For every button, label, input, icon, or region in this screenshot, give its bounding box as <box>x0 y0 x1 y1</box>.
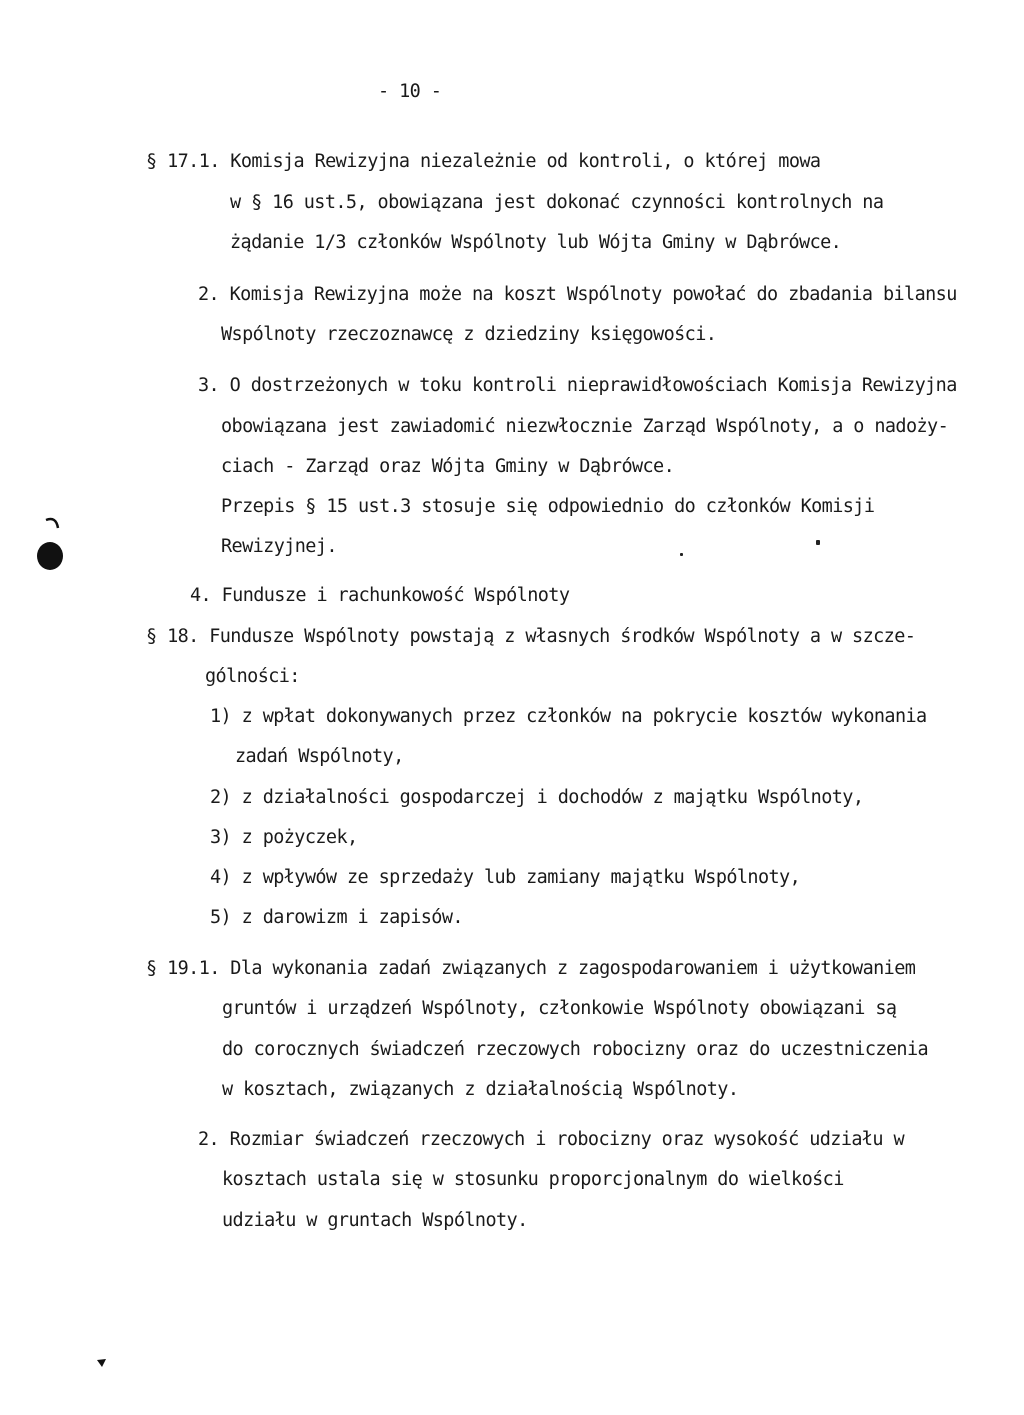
list-item-2: 2) z działalności gospodarczej i dochodów z majątku Wspólnoty, <box>210 787 864 808</box>
list-item-1-line-2: zadań Wspólnoty, <box>235 746 404 767</box>
section-19-2-line-1: 2. Rozmiar świadczeń rzeczowych i robocizny oraz wysokość udziału w <box>198 1129 905 1150</box>
section-17-3-line-5: Rewizyjnej. <box>221 536 337 557</box>
section-17-3-line-1: 3. O dostrzeżonych w toku kontroli nieprawidłowościach Komisja Rewizyjna <box>198 375 957 396</box>
list-item-4: 4) z wpływów ze sprzedaży lub zamiany majątku Wspólnoty, <box>210 867 801 888</box>
section-19-1-line-2: gruntów i urządzeń Wspólnoty, członkowie Wspólnoty obowiązani są <box>222 998 897 1019</box>
page-number: - 10 - <box>378 81 442 102</box>
punch-hole-mark <box>34 516 66 572</box>
section-19-2-line-3: udziału w gruntach Wspólnoty. <box>222 1210 528 1231</box>
section-18-line-2: gólności: <box>205 666 300 687</box>
section-19-1-line-3: do corocznych świadczeń rzeczowych robocizny oraz do uczestniczenia <box>222 1039 929 1060</box>
section-17-1-line-1: § 17.1. Komisja Rewizyjna niezależnie od kontroli, o której mowa <box>146 151 821 172</box>
list-item-5: 5) z darowizm i zapisów. <box>210 907 463 928</box>
section-19-2-line-2: kosztach ustala się w stosunku proporcjonalnym do wielkości <box>222 1169 844 1190</box>
section-17-3-line-3: ciach - Zarząd oraz Wójta Gminy w Dąbrówce. <box>221 456 675 477</box>
section-19-1-line-4: w kosztach, związanych z działalnością Wspólnoty. <box>222 1079 739 1100</box>
section-18-line-1: § 18. Fundusze Wspólnoty powstają z własnych środków Wspólnoty a w szcze- <box>146 626 916 647</box>
section-17-1-line-3: żądanie 1/3 członków Wspólnoty lub Wójta Gminy w Dąbrówce. <box>230 232 842 253</box>
section-17-2-line-1: 2. Komisja Rewizyjna może na koszt Wspólnoty powołać do zbadania bilansu <box>198 284 957 305</box>
section-17-2-line-2: Wspólnoty rzeczoznawcę z dziedziny księgowości. <box>221 324 717 345</box>
list-item-3: 3) z pożyczek, <box>210 827 358 848</box>
section-17-3-line-4: Przepis § 15 ust.3 stosuje się odpowiednio do członków Komisji <box>221 496 875 517</box>
section-17-3-line-2: obowiązana jest zawiadomić niezwłocznie Zarząd Wspólnoty, a o nadoży- <box>221 416 949 437</box>
scan-mark <box>97 1359 106 1367</box>
section-17-1-line-2: w § 16 ust.5, obowiązana jest dokonać czynności kontrolnych na <box>230 192 884 213</box>
scan-speck <box>816 540 820 545</box>
scan-speck <box>680 553 683 556</box>
chapter-4-heading: 4. Fundusze i rachunkowość Wspólnoty <box>190 585 570 606</box>
list-item-1-line-1: 1) z wpłat dokonywanych przez członków na pokrycie kosztów wykonania <box>210 706 927 727</box>
section-19-1-line-1: § 19.1. Dla wykonania zadań związanych z zagospodarowaniem i użytkowaniem <box>146 958 916 979</box>
